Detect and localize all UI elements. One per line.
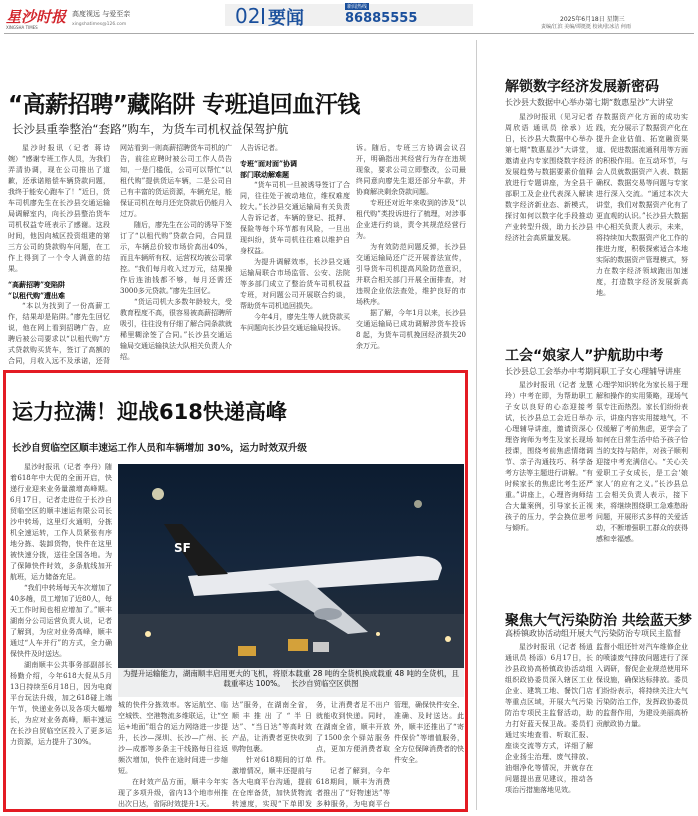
lead-col-4 xyxy=(356,143,466,365)
masthead-logo xyxy=(6,6,68,34)
feature-col-3 xyxy=(232,700,312,808)
feature-col1-p3: 湖南顺丰公共事务部副部长杨勤介绍，今年618大促从5月13日持续至6月18日，因为电商平台玩法升级，加之618碰上端午节，快递业务以及各项大幅增长，为应对业务高峰，顺丰速运在长沙自贸临空区投入了更多运力资源，运力提升了30%。 xyxy=(10,661,112,746)
page-number: 02 xyxy=(235,4,261,28)
lead-col3-p2: 为提升调解效率，长沙县交通运输局联合市场监管、公安、法院等多部门成立了整治货车司机权益专班，对问题公司开展联合约谈，帮助货车司机追回损失。 xyxy=(240,258,350,310)
right1-col-1: 星沙时报讯（见习记者 周欣语 通讯员 徐承）近日，长沙县大数据中心举办第七期“数惠星沙”大讲堂，邀请业内专家围绕数字经济发展趋势与数据要素价值释放进行专题讲座，为全县干部职工及企业代表深入解读数字经济新业态、新模式，探讨如何以数字化手段推动产业转型升级，助力长沙县经济社会高质量发展。 xyxy=(505,113,593,242)
feature-col3-p2: 针对618期间的订单激增情况，顺丰还提前与各大电商平台沟通，提前在仓库备货，加快货物流转速度，实现“下单即发 xyxy=(232,756,312,808)
lead-col2-p2: 随后，廖先生在公司的诱导下签订了“以租代购”贷款合同，合同显示，车辆总价较市场价高出40%，而且车辆所有权、运营权均被公司掌控。“我们每月收入过万元，结果操作后连油钱都不够，每月还需还3000多元贷款。”廖先生回忆。 xyxy=(120,221,232,295)
feature-col-1 xyxy=(10,462,112,807)
masthead-slogan-line1: 高度视远 与爱至亲 xyxy=(72,10,131,18)
lead-col-1 xyxy=(8,143,110,365)
lead-col2-p1: 网站看到一则高薪招聘货车司机的广告，前往应聘时被公司工作人员告知，一是门槛低，公司可以帮忙“以租代购”提供货运车辆，二是公司自己有丰富的货运资源，车辆充足，能保证司机在每月还完贷款后仍能月入过万。 xyxy=(120,144,232,218)
editors: 责编/江滨 美编/谭挺挺 校读/张冰洁 何雨 xyxy=(541,24,631,30)
lead-col-2 xyxy=(120,143,232,365)
right3-col-2: 监督小组还针对汽车维修企业的喷漆废气排放问题进行了深入调研，督促企业规范使用环保设施，确保达标排放。委员们纷纷表示，将持续关注大气污染防治工作，发挥政协委员的监督作用，为建设美丽高桥贡献政协力量。 xyxy=(596,643,688,728)
feature-col5-p1: 管理，确保快件安全、准确、及时送达。此外，顺丰还推出了“寄件保价”等增值服务，全方位保障消费者的快件安全。 xyxy=(394,701,464,764)
cargo-plane-illustration xyxy=(118,464,464,697)
feature-col-5 xyxy=(394,700,464,808)
lead-heading-2: “以租代购”遭出难 xyxy=(8,291,66,300)
feature-col3-p1: 达”服务，在湖南全省，顺丰推出了“半日达”、“当日达”等高时效产品，让消费者更快收到购物包裹。 xyxy=(232,701,312,753)
right-divider xyxy=(476,40,477,810)
lead-col4-p3: 为有效防范问题反弹，长沙县交通运输局还广泛开展普法宣传，引导货车司机提高风险防范意识，并联合相关部门开展全面排查，对违规企业依法查处，维护良好的市场秩序。 xyxy=(356,243,466,306)
right2-col-2: 心理学知识转化为家长易于理解和操作的实用策略，现场气氛专注而热烈。家长们纷纷表示，讲座内容实用接地气，不仅缓解了考前焦虑，更学会了如何在日常生活中给予孩子恰当的支持与陪伴，对孩子顺利迎接中考充满信心。“关心关爱职工子女成长，是工会‘娘家人’的应有之义。”长沙县总工会相关负责人表示，接下来，将继续围绕职工急难愁盼问题，开展形式多样的关爱活动，不断增强职工群众的获得感和幸福感。 xyxy=(596,381,688,543)
lead-col4-p4: 据了解，今年1月以来，长沙县交通运输局已成功调解涉货车投诉 8 起，为货车司机挽回经济损失20余万元。 xyxy=(356,309,466,350)
lead-heading-3: 专班“面对面”协调 xyxy=(240,159,298,168)
lead-col3-intro: 人告诉记者。 xyxy=(240,144,282,152)
right1-col-2: 存数据资产化方面的成功实践，充分展示了数据资产化在提升企业估值、拓宽融资渠道、促进数据流通利用等方面的积极作用。在互动环节，与会人员就数据资产入表、数据确权、数据交易等问题与专家进行深入交流。“通过本次大讲堂，我们对数据资产化有了更直观的认识。”长沙县大数据中心相关负责人表示，未来，将持续加大数据资产化工作的推进力度，积极探索适合本地实际的数据资产管理模式，努力在数字经济领域跑出加速度，打造数字经济发展新高地。 xyxy=(596,113,688,297)
lead-subtitle: 长沙县重拳整治“套路”购车，为货车司机权益保驾护航 xyxy=(12,122,289,136)
photo-credit: 长沙自贸临空区供图 xyxy=(291,678,359,688)
feature-col-4 xyxy=(316,700,390,808)
masthead-logo-text: 星沙时报 xyxy=(6,8,67,26)
feature-col1-p1: 星沙时报讯（记者 李丹）随着618年中大促的全面开启，快递行业迎来业务量激增高峰期。6月17日，记者走进位于长沙自贸临空区的顺丰速运有限公司长沙中转场，这里灯火通明，分拣机全速运转，工作人员紧张有序地分拣、装卸货物，快件在这里被快速分拨，送往全国各地。为了保障快件时效，多条航线加开航班，运力储备充足。 xyxy=(10,463,112,581)
right2-title: 工会“娘家人”护航助中考 xyxy=(505,348,664,364)
feature-col1-p2: “我们中转场每天车次增加了40多趟，员工增加了近80人，每天工作时间也相应增加了。”顺丰湖南分公司运营负责人说，记者了解到，为应对业务高峰，顺丰通过“人车并行”的方式，全力确保快件及时送达。 xyxy=(10,584,112,658)
lead-heading-1: “高薪招聘”变陷阱 xyxy=(8,280,66,289)
right3-col-1: 星沙时报讯（记者 杨逍 通讯员 杨添）6月17日，长沙县政协高桥镇政协活动组组织政协委员深入辖区工业企业、建筑工地、餐饮门店等重点区域，开展大气污染防治专项民主监督活动，助力打好蓝天保卫战。委员们通过实地查看、听取汇报、座谈交流等方式，详细了解企业扬尘治理、废气排放、油烟净化等情况，并就存在问题提出意见建议，推动各项治污措施落地见效。 xyxy=(505,643,593,794)
right3-subtitle: 高桥镇政协活动组开展大气污染防治专项民主监督 xyxy=(505,629,681,638)
lead-col3-p3: 今年4月，廖先生等人就贷款买车问题向长沙县交通运输局投诉。 xyxy=(240,313,350,332)
lead-heading-4: 部门联动解难题 xyxy=(240,170,289,179)
plane-tail-logo: SF xyxy=(174,541,191,555)
page-name: 要闻 xyxy=(268,8,304,29)
lead-col1-p2: “本以为找到了一份高薪工作，结果却是陷阱。”廖先生回忆说，他在网上看到招聘广告，应聘后被公司要求以“以租代购”方式贷款购买货车，签订了高额的合同，月收入远不及承诺，还背 xyxy=(8,302,110,365)
feature-photo xyxy=(118,464,464,697)
right3-title: 聚焦大气污染防治 共绘蓝天梦 xyxy=(505,613,692,629)
feature-col2-p2: 在时效产品方面，顺丰今年实现了多项升级，省内13个地市州推出次日达，省际时效提升1天。 xyxy=(118,778,228,808)
hotline-number: 86885555 xyxy=(345,11,418,26)
right1-title: 解锁数字经济发展新密码 xyxy=(505,79,659,95)
lead-col4-p1: 诉。随后，专班三方协调会议召开，明确指出其经营行为存在违规现象，要求公司立即整改，公司最终同意向廖先生退还部分车款，并协商解决剩余贷款问题。 xyxy=(356,144,466,196)
right1-subtitle: 长沙县大数据中心举办第七期“数惠星沙”大讲堂 xyxy=(505,98,674,107)
masthead-slogan-line2: xingshatimes@126.com xyxy=(72,22,127,27)
feature-subtitle: 长沙自贸临空区顺丰速运工作人员和车辆增加 30%，运力时效双升级 xyxy=(12,443,307,454)
feature-col4-p1: 务，让消费者足不出户就能收到快递。同时，在湖南全省，顺丰开放了1500余个驿站服务点，更加方便消费者取件。 xyxy=(316,701,390,764)
issue-date: 2025年6月18日 星期三 xyxy=(560,16,625,23)
masthead-slogan xyxy=(72,9,162,27)
right2-subtitle: 长沙县总工会举办中考期间职工子女心理辅导讲座 xyxy=(505,367,681,376)
lead-title: “高薪招聘”藏陷阱 专班追回血汗钱 xyxy=(8,92,360,118)
right2-col-1: 星沙时报讯（记者 龙慧玲）中考在即，为帮助职工子女以良好的心态迎接考试，长沙县总工会近日举办心理辅导讲座，邀请资深心理咨询师为考生及家长现场授课，围绕考前焦虑情绪调节、亲子沟通技巧、科学备考方法等主题进行讲解。“有时候家长的焦虑比考生还严重。”讲座上，心理咨询师结合大量案例，引导家长正视孩子的压力，学会换位思考与倾听。 xyxy=(505,381,593,532)
feature-title: 运力拉满！迎战618快递高峰 xyxy=(12,400,287,424)
photo-caption-text: 为提升运输能力，湖南顺丰启用更大的飞机，将原本载重 28 吨的全货机换成载重 48 吨的全货机，且载重率达 100%。 xyxy=(122,669,460,688)
lead-col3-p1: “货车司机一旦被诱导签订了合同，往往处于被动地位，维权难度较大。”长沙县交通运输局有关负责人告诉记者，车辆的登记、抵押、保险等每个环节都有风险，一旦出现纠纷，货车司机往往难以维护自身权益。 xyxy=(240,181,350,255)
page-divider xyxy=(262,8,264,24)
lead-col1-intro: 星沙时报讯（记者 蒋诗婉）“感谢专班工作人员，为我们弄清协调，现在公司推出了道歉，还承诺赔偿车辆贷款问题，我终于能安心跑车了！”近日，货车司机廖先生在长沙县交通运输局调解室内，向长沙县整治货车司机权益专班表示了感谢。这段时间，他因向城区投资组建的第三方公司的贷款购车问题，在工作上得到了一个令人满意的结果。 xyxy=(8,144,110,273)
feature-col2-p1: 城的快件分拣效率。客运航空、临空城铁、空港物流多维联运，让“空运+地面”组合的运力网络进一步提升，长沙—深圳、长沙—广州、长沙—成都等多条主干线路每日往返频次增加，快件在途时间进一步缩短。 xyxy=(118,701,228,775)
hotline-label: 新闻热线 xyxy=(347,4,368,10)
masthead-logo-sub: XINGSHA TIMES xyxy=(6,25,38,30)
lead-col4-p2: 专班还对近年来收到的涉及“以租代购”类投诉进行了梳理，对涉事企业进行约谈，责令其规范经营行为。 xyxy=(356,199,466,240)
masthead xyxy=(0,0,698,40)
lead-col2-p3: “货运司机大多数年龄较大，受教育程度不高，很容易被高薪招聘所吸引，往往没有仔细了解合同条款就稀里糊涂签了合同。”长沙县交通运输局交通运输执法大队相关负责人介绍。 xyxy=(120,298,232,361)
feature-col-2 xyxy=(118,700,228,808)
lead-col-3 xyxy=(240,143,350,365)
feature-col4-p2: 记者了解到，今年618期间，顺丰为消费者推出了“好物速达”等多种服务，为电商平台 xyxy=(316,767,390,808)
photo-caption xyxy=(118,668,464,697)
masthead-rule xyxy=(4,33,694,34)
